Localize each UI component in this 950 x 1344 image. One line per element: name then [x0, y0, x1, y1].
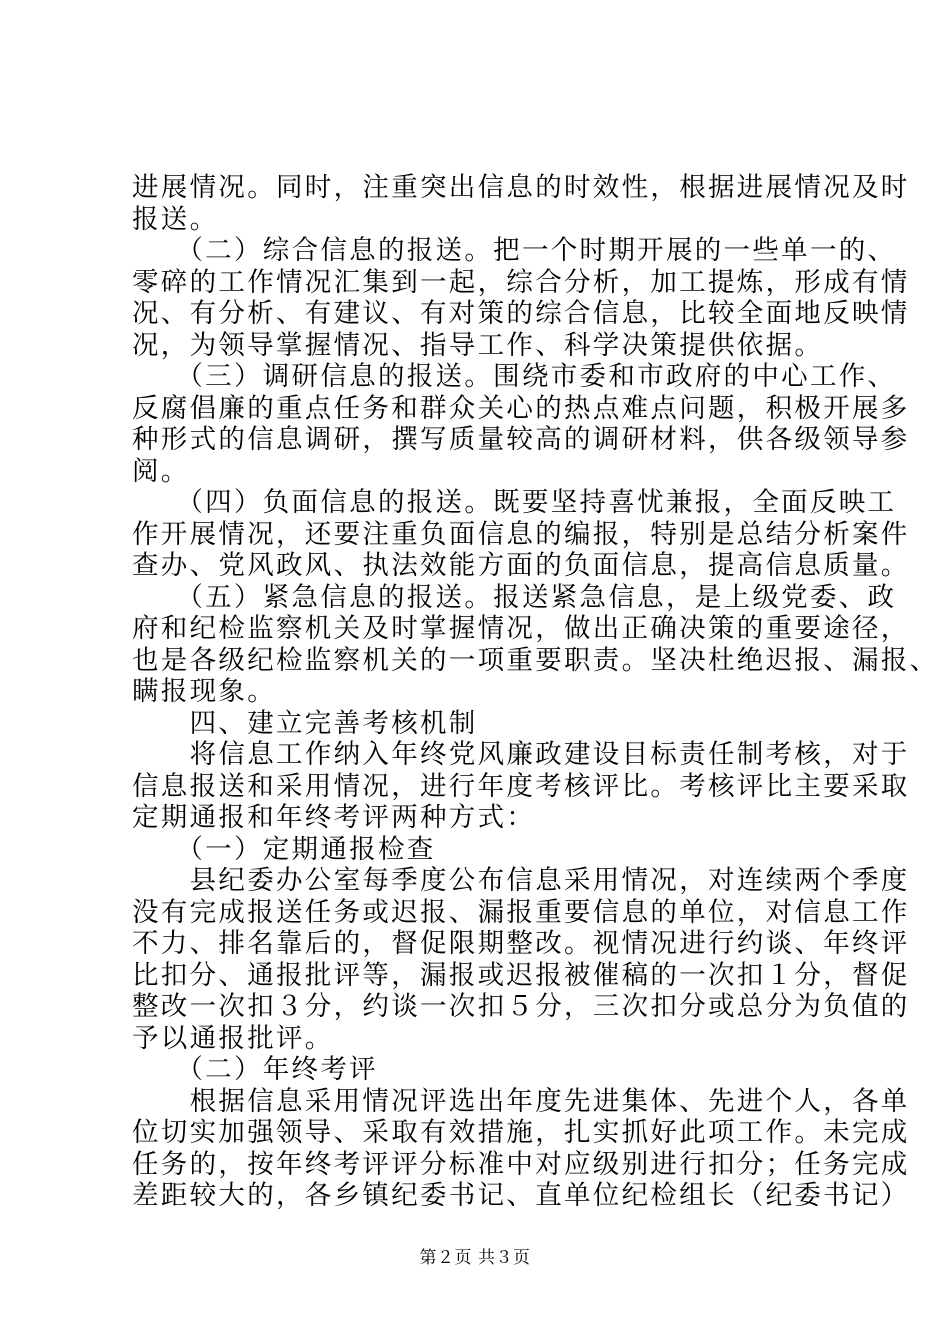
- document-body: [132, 172, 939, 1212]
- body-line: 将信息工作纳入年终党风廉政建设目标责任制考核，对于: [132, 739, 910, 770]
- body-line: 反腐倡廉的重点任务和群众关心的热点难点问题，积极开展多: [132, 392, 910, 424]
- body-line: （二）综合信息的报送。把一个时期开展的一些单一的、: [132, 235, 897, 266]
- body-line: 府和纪检监察机关及时掌握情况，做出正确决策的重要途径，: [132, 613, 910, 644]
- body-line: 根据信息采用情况评选出年度先进集体、先进个人，各单: [132, 1085, 910, 1117]
- body-line: 定期通报和年终考评两种方式：: [132, 802, 536, 833]
- body-line: 况、有分析、有建议、有对策的综合信息，比较全面地反映情: [132, 298, 910, 329]
- body-line: 报送。: [132, 203, 219, 235]
- body-line: 予以通报批评。: [132, 1022, 334, 1054]
- body-line: 没有完成报送任务或迟报、漏报重要信息的单位，对信息工作: [132, 896, 910, 928]
- section-heading: 四、建立完善考核机制: [132, 707, 478, 739]
- body-line: 况，为领导掌握情况、指导工作、科学决策提供依据。: [132, 329, 824, 361]
- body-line: 任务的，按年终考评评分标准中对应级别进行扣分；任务完成: [132, 1148, 910, 1180]
- body-line: 整改一次扣３分，约谈一次扣５分，三次扣分或总分为负值的: [132, 991, 910, 1022]
- body-line: 比扣分、通报批评等，漏报或迟报被催稿的一次扣１分，督促: [132, 959, 910, 991]
- body-line: 差距较大的，各乡镇纪委书记、直单位纪检组长（纪委书记）: [132, 1180, 910, 1211]
- body-line: （四）负面信息的报送。既要坚持喜忧兼报，全面反映工: [132, 487, 897, 518]
- page-number-footer: 第２页 共３页: [419, 1248, 531, 1268]
- subsection-heading: （二）年终考评: [132, 1054, 378, 1085]
- body-line: （三）调研信息的报送。围绕市委和市政府的中心工作、: [132, 361, 897, 392]
- body-line: 作开展情况，还要注重负面信息的编报，特别是总结分析案件: [132, 518, 910, 550]
- body-line: 种形式的信息调研，撰写质量较高的调研材料，供各级领导参: [132, 424, 910, 455]
- body-line: 也是各级纪检监察机关的一项重要职责。坚决杜绝迟报、漏报、: [132, 644, 939, 676]
- body-line: 进展情况。同时，注重突出信息的时效性，根据进展情况及时: [132, 172, 910, 203]
- subsection-heading: （一）定期通报检查: [132, 833, 436, 865]
- body-line: 瞒报现象。: [132, 676, 276, 707]
- body-line: 零碎的工作情况汇集到一起，综合分析，加工提炼，形成有情: [132, 266, 910, 298]
- body-line: 不力、排名靠后的，督促限期整改。视情况进行约谈、年终评: [132, 928, 910, 959]
- body-line: 位切实加强领导、采取有效措施，扎实抓好此项工作。未完成: [132, 1117, 910, 1148]
- body-line: 阅。: [132, 455, 190, 487]
- body-line: 信息报送和采用情况，进行年度考核评比。考核评比主要采取: [132, 770, 910, 802]
- body-line: 县纪委办公室每季度公布信息采用情况，对连续两个季度: [132, 865, 910, 896]
- body-line: （五）紧急信息的报送。报送紧急信息，是上级党委、政: [132, 581, 897, 613]
- body-line: 查办、党风政风、执法效能方面的负面信息，提高信息质量。: [132, 550, 910, 581]
